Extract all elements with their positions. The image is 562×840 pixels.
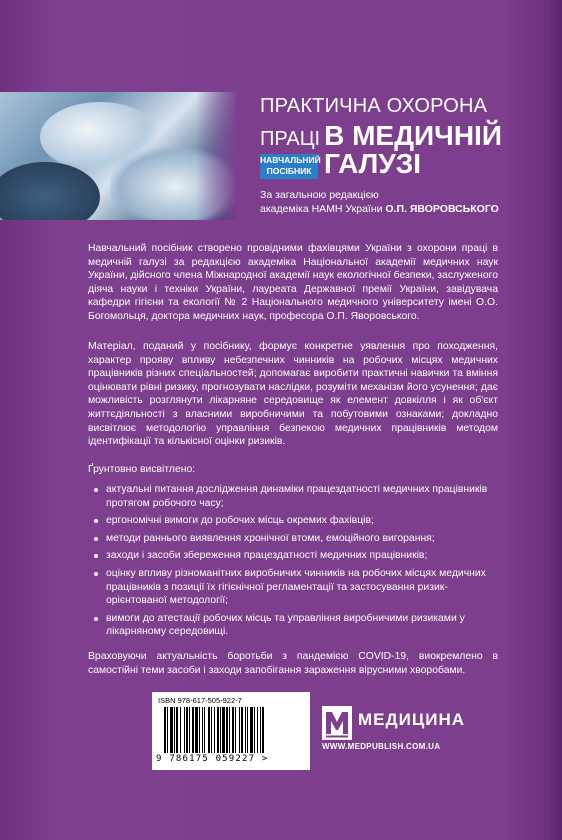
publisher-website: WWW.MEDPUBLISH.COM.UA (322, 742, 441, 751)
bullet-icon (94, 519, 98, 523)
bullet-icon (94, 488, 98, 492)
list-item: оцінку впливу різноманітних виробничих чинників на робочих місцях медичних працівників з позиції їх гігієнічної регламентації та застосування ризик-орієнтованої методології; (88, 567, 498, 608)
editor-credit (260, 188, 499, 216)
isbn-barcode (152, 692, 310, 770)
paragraph-authors: Навчальний посібник створено провідними фахівцями України з охорони праці в медичній галузі за редакцією академіка Національної академії медичних наук України, дійсного члена Міжнародної академії наук екологічної безпеки, заслуженого діяча науки і техніки України, лауреата Державної премії України, завідувача кафедри гігієни та екології № 2 Національного медичного університету імені О.О. Богомольця, доктора медичних наук, професора О.П. Яворовського. (88, 243, 498, 322)
list-item: методи раннього виявлення хронічної втоми, емоційного вигорання; (88, 532, 498, 546)
textbook-badge: НАВЧАЛЬНИЙ ПОСІБНИК (260, 154, 318, 179)
bullet-icon (94, 572, 98, 576)
editor-line-1: За загальною редакцією (260, 189, 379, 201)
paragraph-covered-intro: Ґрунтовно висвітлено: (88, 464, 196, 475)
title-word-bold: В МЕДИЧНІЙ (324, 120, 502, 151)
editor-title: академіка НАМН України (260, 203, 383, 215)
cover-edge-shadow (548, 0, 562, 840)
list-item: ергономічні вимоги до робочих місць окремих фахівців; (88, 514, 498, 528)
list-item: заходи і засоби збереження працездатності медичних працівників; (88, 549, 498, 563)
title-word-light: ПРАЦІ (260, 128, 321, 150)
title-line-1: ПРАКТИЧНА ОХОРОНА (260, 95, 488, 117)
editor-name: О.П. ЯВОРОВСЬКОГО (385, 203, 499, 215)
medicine-logo-icon (322, 706, 352, 740)
paragraph-content: Матеріал, поданий у посібнику, формує конкретне уявлення про походження, характер прояву впливу небезпечних чинників на робочих місцях медичних працівників різних спеціальностей; допомагає виробити практичні навички та вміння оцінювати рівні ризику, прогнозувати наслідки, розуміти механізм його усунення; дає можливість розглянути лікарняне середовище як елемент довкілля і як об'єкт життєдіяльності з власними виробничими та побутовими ознаками; докладно висвітлює методологію управління безпекою медичних працівників методом ідентифікації та кількісної оцінки ризиків. (88, 341, 498, 448)
barcode-bars (164, 707, 300, 753)
publisher-name: МЕДИЦИНА (358, 710, 466, 729)
barcode-digits: 9 786175 059227 > (156, 754, 269, 764)
bullet-icon (94, 617, 98, 621)
bullet-icon (94, 554, 98, 558)
paragraph-covid: Враховуючи актуальність боротьби з пандемією COVID-19, виокремлено в самостійні теми засоби і заходи запобігання зараження вірусними хворобами. (88, 651, 498, 676)
list-item: вимоги до атестації робочих місць та управління виробничими ризиками у лікарняному середовищі. (88, 612, 498, 639)
cover-photo-surgeons (0, 92, 236, 220)
bullet-icon (94, 537, 98, 541)
editor-line-2 (260, 202, 499, 216)
title-line-3: ГАЛУЗІ (324, 148, 422, 179)
covered-topics-list (88, 479, 498, 639)
list-item: актуальні питання дослідження динаміки працездатності медичних працівників протягом робочого часу; (88, 483, 498, 510)
isbn-number: ISBN 978-617-505-922-7 (158, 696, 242, 705)
